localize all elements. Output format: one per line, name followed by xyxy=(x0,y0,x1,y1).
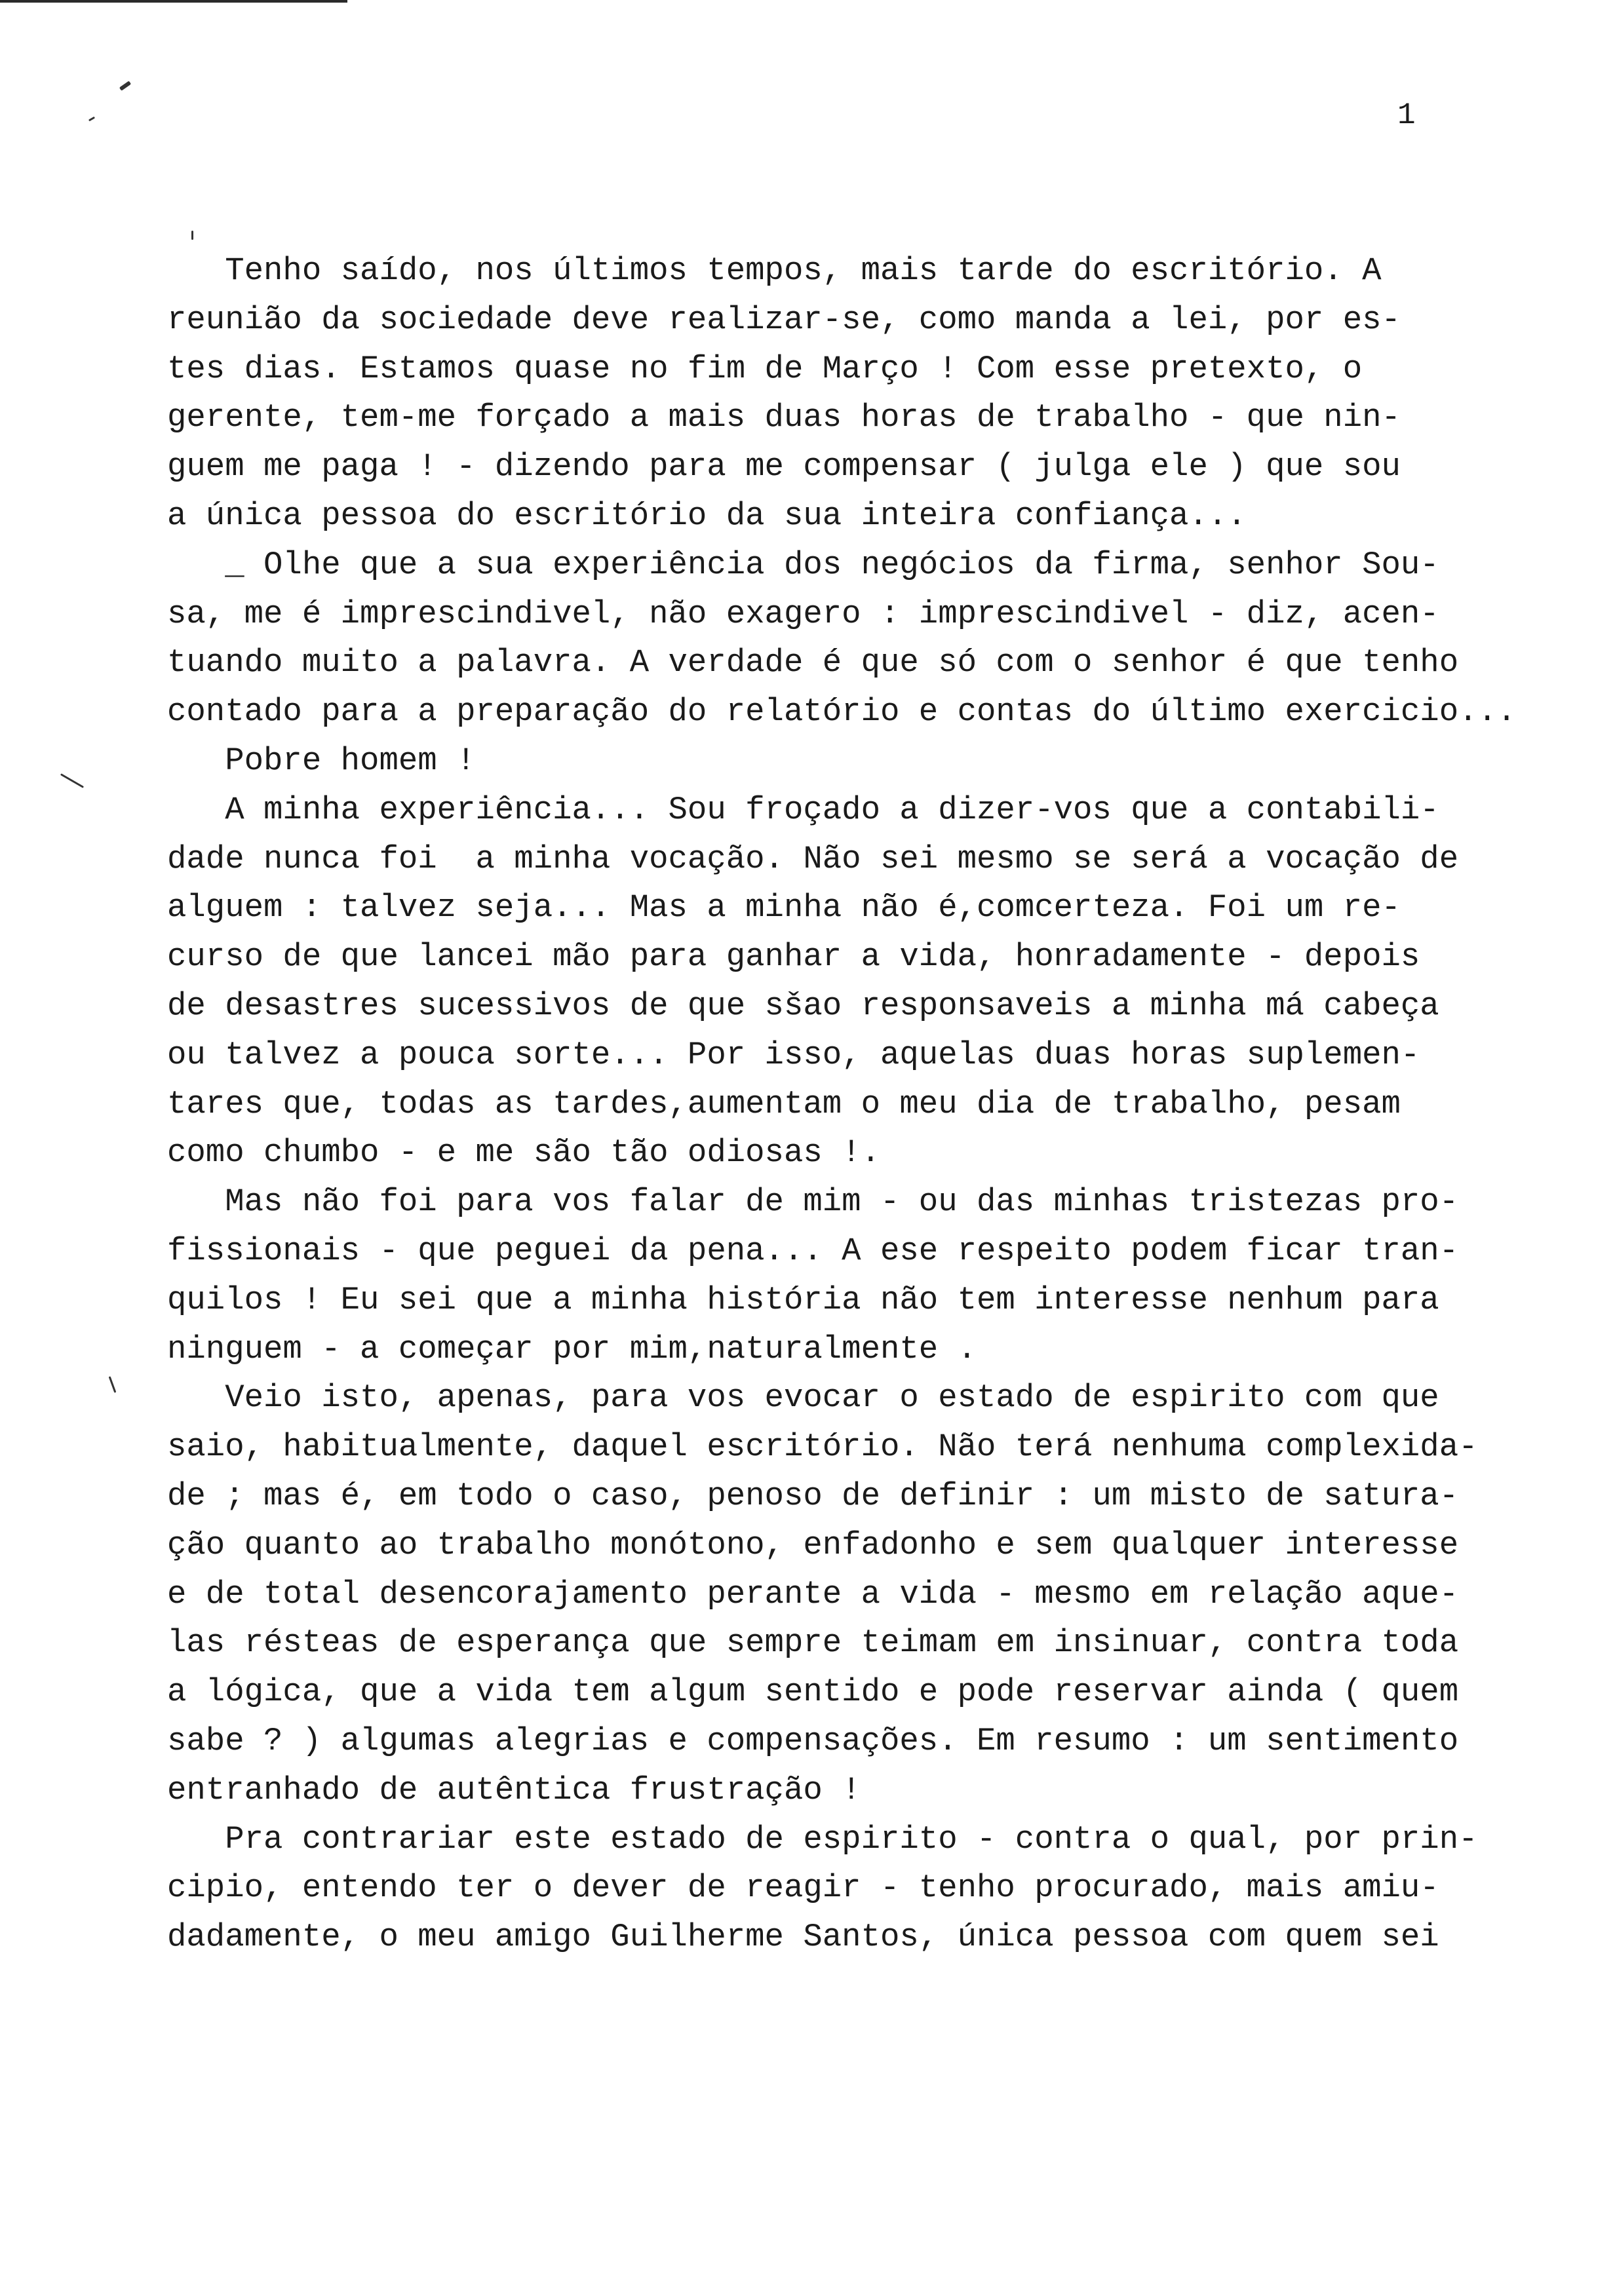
body-text xyxy=(167,246,1576,1962)
text-line: ção quanto ao trabalho monótono, enfadonho e sem qualquer interesse xyxy=(167,1526,1459,1563)
page-number: 1 xyxy=(1397,98,1416,132)
text-line: gerente, tem-me forçado a mais duas horas de trabalho - que nin- xyxy=(167,399,1401,436)
text-line: quilos ! Eu sei que a minha história não tem interesse nenhum para xyxy=(167,1281,1439,1318)
text-line: Pobre homem ! xyxy=(167,742,476,779)
text-line: fissionais - que peguei da pena... A ese respeito podem ficar tran- xyxy=(167,1232,1459,1269)
text-line: dade nunca foi a minha vocação. Não sei mesmo se será a vocação de xyxy=(167,840,1459,877)
text-line: contado para a preparação do relatório e contas do último exercicio... xyxy=(167,693,1517,731)
ink-mark xyxy=(109,1376,117,1392)
text-line: a única pessoa do escritório da sua inteira confiança... xyxy=(167,497,1247,534)
text-line: Pra contrariar este estado de espirito - contra o qual, por prin- xyxy=(167,1820,1478,1858)
text-line: ou talvez a pouca sorte... Por isso, aquelas duas horas suplemen- xyxy=(167,1036,1420,1073)
top-edge-rule xyxy=(0,0,347,3)
text-line: reunião da sociedade deve realizar-se, como manda a lei, por es- xyxy=(167,301,1401,338)
text-line: cipio, entendo ter o dever de reagir - tenho procurado, mais amiu- xyxy=(167,1869,1439,1907)
text-line: ninguem - a começar por mim,naturalmente . xyxy=(167,1330,977,1368)
text-line: entranhado de autêntica frustração ! xyxy=(167,1771,861,1808)
text-line: las résteas de esperança que sempre teimam em insinuar, contra toda xyxy=(167,1624,1459,1662)
text-line: Mas não foi para vos falar de mim - ou das minhas tristezas pro- xyxy=(167,1183,1459,1221)
text-line: e de total desencorajamento perante a vida - mesmo em relação aque- xyxy=(167,1575,1459,1613)
ink-mark xyxy=(88,117,95,122)
ink-mark xyxy=(60,773,84,788)
text-line: A minha experiência... Sou froçado a dizer-vos que a contabili- xyxy=(167,791,1439,828)
text-line: de desastres sucessivos de que sšao responsaveis a minha má cabeça xyxy=(167,987,1439,1024)
text-line: _ Olhe que a sua experiência dos negócios da firma, senhor Sou- xyxy=(167,546,1439,583)
text-line: guem me paga ! - dizendo para me compensar ( julga ele ) que sou xyxy=(167,448,1401,486)
text-line: saio, habitualmente, daquel escritório. Não terá nenhuma complexida- xyxy=(167,1428,1478,1466)
ink-mark xyxy=(119,81,131,90)
text-line: tares que, todas as tardes,aumentam o meu dia de trabalho, pesam xyxy=(167,1085,1401,1122)
ink-mark xyxy=(191,231,193,240)
text-line: Tenho saído, nos últimos tempos, mais tarde do escritório. A xyxy=(167,252,1382,289)
text-line: sabe ? ) algumas alegrias e compensações. Em resumo : um sentimento xyxy=(167,1722,1459,1759)
text-line: a lógica, que a vida tem algum sentido e pode reservar ainda ( quem xyxy=(167,1674,1459,1711)
text-line: tuando muito a palavra. A verdade é que só com o senhor é que tenho xyxy=(167,644,1459,681)
text-line: de ; mas é, em todo o caso, penoso de definir : um misto de satura- xyxy=(167,1477,1459,1514)
text-line: dadamente, o meu amigo Guilherme Santos, única pessoa com quem sei xyxy=(167,1919,1439,1956)
text-line: Veio isto, apenas, para vos evocar o estado de espirito com que xyxy=(167,1379,1439,1417)
text-line: alguem : talvez seja... Mas a minha não é,comcerteza. Foi um re- xyxy=(167,889,1401,927)
text-line: sa, me é imprescindivel, não exagero : imprescindivel - diz, acen- xyxy=(167,595,1439,632)
text-line: curso de que lancei mão para ganhar a vida, honradamente - depois xyxy=(167,938,1420,976)
text-line: como chumbo - e me são tão odiosas !. xyxy=(167,1134,880,1172)
text-line: tes dias. Estamos quase no fim de Março ! Com esse pretexto, o xyxy=(167,350,1363,387)
